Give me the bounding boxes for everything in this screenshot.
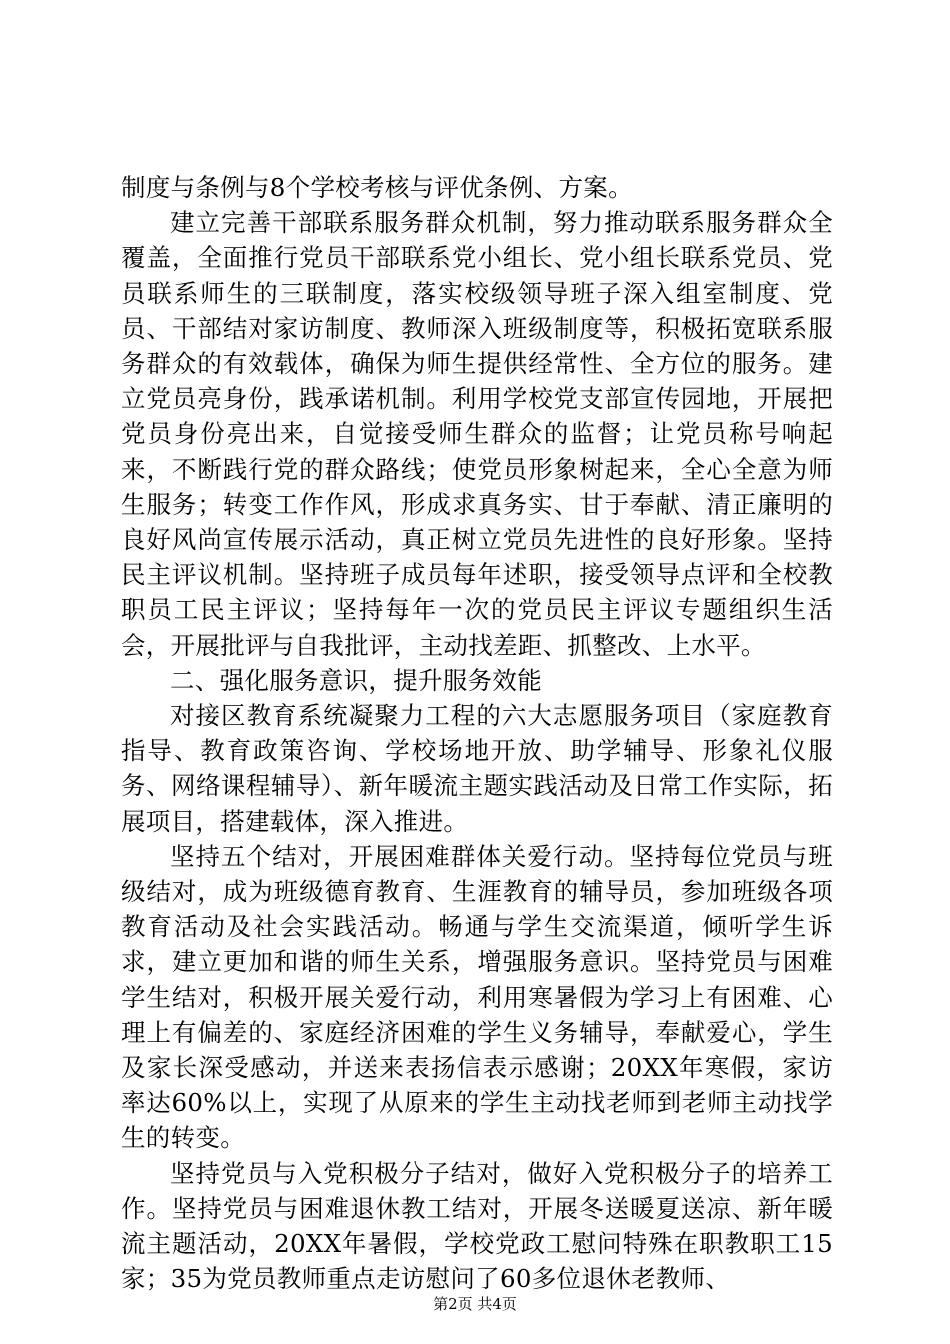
- paragraph-2: 建立完善干部联系服务群众机制，努力推动联系服务群众全覆盖，全面推行党员干部联系党小组长、党小组长联系党员、党员联系师生的三联制度，落实校级领导班子深入组室制度、党员、干部结对家访制度、教师深入班级制度等，积极拓宽联系服务群众的有效载体，确保为师生提供经常性、全方位的服务。建立党员亮身份，践承诺机制。利用学校党支部宣传园地，开展把党员身份亮出来，自觉接受师生群众的监督；让党员称号响起来，不断践行党的群众路线；使党员形象树起来，全心全意为师生服务；转变工作作风，形成求真务实、甘于奉献、清正廉明的良好风尚宣传展示活动，真正树立党员先进性的良好形象。坚持民主评议机制。坚持班子成员每年述职，接受领导点评和全校教职员工民主评议；坚持每年一次的党员民主评议专题组织生活会，开展批评与自我批评，主动找差距、抓整改、上水平。: [121, 208, 833, 660]
- paragraph-3: 对接区教育系统凝聚力工程的六大志愿服务项目（家庭教育指导、教育政策咨询、学校场地开放、助学辅导、形象礼仪服务、网络课程辅导）、新年暖流主题实践活动及日常工作实际，拓展项目，搭建载体，深入推进。: [121, 701, 833, 836]
- paragraph-1: 制度与条例与8个学校考核与评优条例、方案。: [121, 173, 633, 202]
- section-heading: 二、强化服务意识，提升服务效能: [170, 665, 542, 695]
- paragraph-5: 坚持党员与入党积极分子结对，做好入党积极分子的培养工作。坚持党员与困难退休教工结对，开展冬送暖夏送凉、新年暖流主题活动，20XX年暑假，学校党政工慰问特殊在职教职工15家；35为党员教师重点走访慰问了60多位退休老教师、: [121, 1158, 833, 1294]
- paragraph-4: 坚持五个结对，开展困难群体关爱行动。坚持每位党员与班级结对，成为班级德育教育、生涯教育的辅导员，参加班级各项教育活动及社会实践活动。畅通与学生交流渠道，倾听学生诉求，建立更加和谐的师生关系，增强服务意识。坚持党员与困难学生结对，积极开展关爱行动，利用寒暑假为学习上有困难、心理上有偏差的、家庭经济困难的学生义务辅导，奉献爱心，学生及家长深受感动，并送来表扬信表示感谢；20XX年寒假，家访率达60%以上，实现了从原来的学生主动找老师到老师主动找学生的转变。: [121, 841, 833, 1153]
- page-footer: 第2页 共4页: [433, 1295, 517, 1313]
- body-text: [121, 170, 833, 1297]
